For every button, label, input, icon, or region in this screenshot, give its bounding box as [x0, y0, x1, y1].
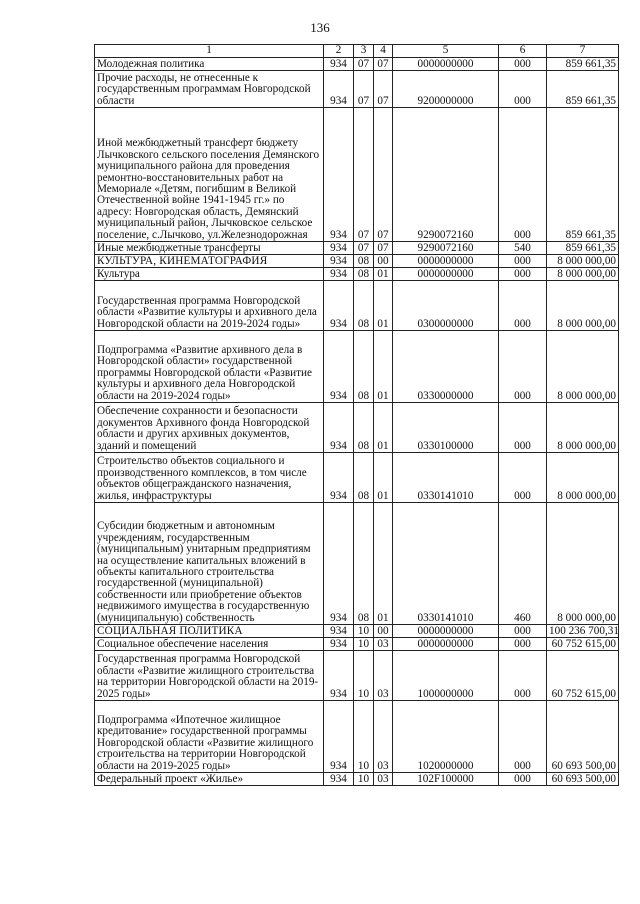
header-cell: 2 — [324, 45, 354, 58]
row-amount: 859 661,35 — [547, 242, 619, 255]
row-ministry-code: 934 — [324, 773, 354, 786]
row-section: 07 — [354, 58, 374, 71]
row-amount: 100 236 700,31 — [547, 625, 619, 638]
header-cell: 3 — [354, 45, 374, 58]
row-amount: 8 000 000,00 — [547, 331, 619, 403]
table-row — [95, 281, 619, 331]
row-ministry-code: 934 — [324, 255, 354, 268]
row-name: КУЛЬТУРА, КИНЕМАТОГРАФИЯ — [95, 255, 324, 268]
row-expense-type: 000 — [499, 403, 547, 453]
row-ministry-code: 934 — [324, 268, 354, 281]
row-name: Подпрограмма «Развитие архивного дела в Новгородской области» государственной программы Новгородской области «Развитие культуры и архивного дела Новгородской области на 2019-2024 годы» — [95, 331, 324, 403]
row-name: Иные межбюджетные трансферты — [95, 242, 324, 255]
row-ministry-code: 934 — [324, 503, 354, 625]
row-amount: 8 000 000,00 — [547, 281, 619, 331]
row-subsection: 01 — [374, 453, 393, 503]
table-row — [95, 331, 619, 403]
row-target-article: 0000000000 — [393, 638, 499, 651]
table-header-row — [95, 45, 619, 58]
header-cell: 4 — [374, 45, 393, 58]
row-subsection: 07 — [374, 108, 393, 242]
header-cell: 7 — [547, 45, 619, 58]
row-name: Федеральный проект «Жилье» — [95, 773, 324, 786]
row-section: 10 — [354, 773, 374, 786]
row-section: 08 — [354, 255, 374, 268]
row-name: Субсидии бюджетным и автономным учреждениям, государственным (муниципальным) унитарным предприятиям на осуществление капитальных вложений в объекты капитального строительства государственной (муниципальной) собственности или приобретение объектов недвижимого имущества в государственную (муниципальную) собственность — [95, 503, 324, 625]
row-subsection: 03 — [374, 701, 393, 773]
row-section: 08 — [354, 453, 374, 503]
row-target-article: 0000000000 — [393, 625, 499, 638]
row-section: 07 — [354, 71, 374, 108]
table-row — [95, 403, 619, 453]
row-subsection: 01 — [374, 403, 393, 453]
row-section: 10 — [354, 651, 374, 701]
row-subsection: 07 — [374, 242, 393, 255]
row-target-article: 0330100000 — [393, 403, 499, 453]
row-name: Государственная программа Новгородской области «Развитие жилищного строительства на территории Новгородской области на 2019-2025 годы» — [95, 651, 324, 701]
row-subsection: 01 — [374, 281, 393, 331]
row-amount: 60 693 500,00 — [547, 773, 619, 786]
row-subsection: 07 — [374, 58, 393, 71]
row-subsection: 01 — [374, 503, 393, 625]
table-row — [95, 625, 619, 638]
row-expense-type: 000 — [499, 281, 547, 331]
table-row — [95, 108, 619, 242]
page-number: 136 — [310, 20, 330, 35]
row-ministry-code: 934 — [324, 331, 354, 403]
table-row — [95, 701, 619, 773]
row-amount: 859 661,35 — [547, 71, 619, 108]
row-section: 07 — [354, 108, 374, 242]
row-target-article: 1000000000 — [393, 651, 499, 701]
row-expense-type: 460 — [499, 503, 547, 625]
row-expense-type: 000 — [499, 625, 547, 638]
row-expense-type: 000 — [499, 58, 547, 71]
row-name: Государственная программа Новгородской области «Развитие культуры и архивного дела Новгородской области на 2019-2024 годы» — [95, 281, 324, 331]
row-subsection: 03 — [374, 651, 393, 701]
table-row — [95, 71, 619, 108]
row-expense-type: 000 — [499, 108, 547, 242]
row-target-article: 0000000000 — [393, 255, 499, 268]
row-target-article: 9290072160 — [393, 108, 499, 242]
row-target-article: 102F100000 — [393, 773, 499, 786]
row-expense-type: 000 — [499, 255, 547, 268]
row-amount: 8 000 000,00 — [547, 403, 619, 453]
row-expense-type: 000 — [499, 651, 547, 701]
row-target-article: 1020000000 — [393, 701, 499, 773]
row-name: Молодежная политика — [95, 58, 324, 71]
table-row — [95, 651, 619, 701]
row-amount: 60 693 500,00 — [547, 701, 619, 773]
row-target-article: 0000000000 — [393, 268, 499, 281]
row-subsection: 03 — [374, 638, 393, 651]
row-target-article: 0330141010 — [393, 503, 499, 625]
table-row — [95, 242, 619, 255]
row-name: Прочие расходы, не отнесенные к государственным программам Новгородской области — [95, 71, 324, 108]
row-amount: 8 000 000,00 — [547, 453, 619, 503]
header-cell: 5 — [393, 45, 499, 58]
table-row — [95, 503, 619, 625]
row-ministry-code: 934 — [324, 701, 354, 773]
row-section: 08 — [354, 503, 374, 625]
row-subsection: 00 — [374, 625, 393, 638]
row-name: Социальное обеспечение населения — [95, 638, 324, 651]
row-expense-type: 000 — [499, 773, 547, 786]
row-expense-type: 000 — [499, 71, 547, 108]
row-name: Обеспечение сохранности и безопасности документов Архивного фонда Новгородской области и других архивных документов, зданий и помещений — [95, 403, 324, 453]
row-expense-type: 000 — [499, 701, 547, 773]
row-subsection: 07 — [374, 71, 393, 108]
row-expense-type: 540 — [499, 242, 547, 255]
row-name: Культура — [95, 268, 324, 281]
row-name: СОЦИАЛЬНАЯ ПОЛИТИКА — [95, 625, 324, 638]
row-ministry-code: 934 — [324, 651, 354, 701]
row-ministry-code: 934 — [324, 71, 354, 108]
row-section: 08 — [354, 331, 374, 403]
row-expense-type: 000 — [499, 638, 547, 651]
row-amount: 60 752 615,00 — [547, 638, 619, 651]
table-row — [95, 773, 619, 786]
row-target-article: 0330000000 — [393, 331, 499, 403]
row-name: Подпрограмма «Ипотечное жилищное кредитование» государственной программы Новгородской области «Развитие жилищного строительства на территории Новгородской области на 2019-2025 годы» — [95, 701, 324, 773]
row-ministry-code: 934 — [324, 108, 354, 242]
row-expense-type: 000 — [499, 268, 547, 281]
row-name: Иной межбюджетный трансферт бюджету Лычковского сельского поселения Демянского муниципального района для проведения ремонтно-восстановительных работ на Мемориале «Детям, погибшим в Великой Отечественной войне 1941-1945 гг.» по адресу: Новгородская область, Демянский муниципальный район, Лычковское сельское поселение, с.Лычково, ул.Железнодорожная — [95, 108, 324, 242]
row-ministry-code: 934 — [324, 638, 354, 651]
table-row — [95, 255, 619, 268]
row-amount: 8 000 000,00 — [547, 255, 619, 268]
row-subsection: 01 — [374, 268, 393, 281]
table-row — [95, 453, 619, 503]
row-target-article: 0000000000 — [393, 58, 499, 71]
row-ministry-code: 934 — [324, 242, 354, 255]
table-row — [95, 58, 619, 71]
row-ministry-code: 934 — [324, 403, 354, 453]
table-row — [95, 638, 619, 651]
row-subsection: 03 — [374, 773, 393, 786]
header-cell: 6 — [499, 45, 547, 58]
row-amount: 8 000 000,00 — [547, 503, 619, 625]
row-section: 08 — [354, 403, 374, 453]
row-ministry-code: 934 — [324, 453, 354, 503]
row-target-article: 9200000000 — [393, 71, 499, 108]
row-subsection: 00 — [374, 255, 393, 268]
header-cell: 1 — [95, 45, 324, 58]
row-section: 07 — [354, 242, 374, 255]
row-section: 08 — [354, 281, 374, 331]
row-amount: 859 661,35 — [547, 108, 619, 242]
row-target-article: 0300000000 — [393, 281, 499, 331]
row-section: 08 — [354, 268, 374, 281]
row-section: 10 — [354, 638, 374, 651]
row-section: 10 — [354, 701, 374, 773]
row-ministry-code: 934 — [324, 58, 354, 71]
row-ministry-code: 934 — [324, 281, 354, 331]
row-expense-type: 000 — [499, 331, 547, 403]
row-name: Строительство объектов социального и производственного комплексов, в том числе объектов общегражданского назначения, жилья, инфраструктуры — [95, 453, 324, 503]
row-amount: 8 000 000,00 — [547, 268, 619, 281]
budget-table — [94, 44, 619, 786]
row-target-article: 0330141010 — [393, 453, 499, 503]
row-subsection: 01 — [374, 331, 393, 403]
row-ministry-code: 934 — [324, 625, 354, 638]
row-expense-type: 000 — [499, 453, 547, 503]
row-target-article: 9290072160 — [393, 242, 499, 255]
row-section: 10 — [354, 625, 374, 638]
row-amount: 859 661,35 — [547, 58, 619, 71]
table-row — [95, 268, 619, 281]
row-amount: 60 752 615,00 — [547, 651, 619, 701]
